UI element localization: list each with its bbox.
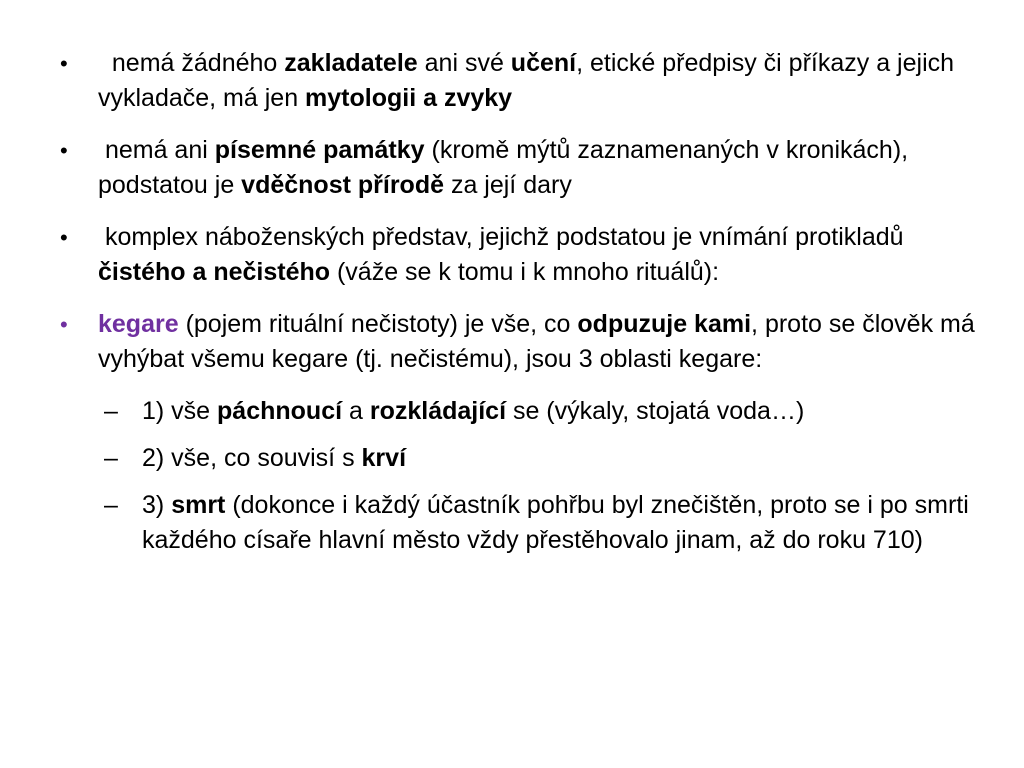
leading-space: [98, 223, 105, 251]
bold-run: krví: [361, 444, 407, 472]
subitem-blood: [98, 441, 976, 476]
leading-space: [98, 49, 112, 77]
text-run: 2) vše, co souvisí s: [142, 444, 362, 472]
text-run: 3): [142, 491, 172, 519]
leading-space: [98, 136, 105, 164]
subitem-text: [142, 441, 976, 476]
bold-run: páchnoucí: [217, 397, 343, 425]
bullet-text: [98, 220, 976, 290]
bold-run: smrt: [171, 491, 226, 519]
text-run: (kromě mýtů zaznamenaných v kronikách), podstatou je: [98, 136, 909, 199]
bold-run: čistého a nečistého: [98, 258, 331, 286]
text-run: (pojem rituální nečistoty) je vše, co: [178, 310, 578, 338]
dash-marker: –: [104, 444, 118, 472]
subitem-text: [142, 488, 976, 558]
bullet-marker-accent: •: [60, 312, 68, 337]
bold-run: rozkládající: [369, 397, 507, 425]
text-run: nemá žádného: [111, 49, 285, 77]
dash-marker: –: [104, 491, 118, 519]
bold-run: učení: [510, 49, 577, 77]
bullet-marker: •: [60, 138, 68, 163]
bullet-item-kegare: [56, 307, 976, 377]
kegare-term: kegare: [98, 310, 179, 338]
text-run: se (výkaly, stojatá voda…): [506, 397, 805, 425]
text-run: (váže se k tomu i k mnoho rituálů):: [330, 258, 720, 286]
text-run: 1) vše: [142, 397, 218, 425]
subitem-death: [98, 488, 976, 558]
text-run: ani své: [417, 49, 511, 77]
subitem-text: [142, 394, 976, 429]
text-run: , proto se člověk má vyhýbat všemu kegare (tj. nečistému), jsou 3 oblasti kegare:: [98, 310, 975, 373]
bullet-item-pure-impure: [56, 220, 976, 290]
text-run: komplex náboženských představ, jejichž podstatou je vnímání protikladů: [104, 223, 904, 251]
text-run: nemá ani: [104, 136, 215, 164]
bullet-item-no-written-records: [56, 133, 976, 203]
bullet-text: [98, 307, 976, 377]
bold-run: vděčnost přírodě: [241, 171, 444, 199]
bullet-item-no-founder: [56, 46, 976, 116]
bold-run: odpuzuje kami: [577, 310, 752, 338]
subitem-smelly-decaying: [98, 394, 976, 429]
bullet-marker: •: [60, 51, 68, 76]
text-run: , etické předpisy či příkazy a jejich vykladače, má jen: [98, 49, 955, 112]
bullet-text: [98, 46, 976, 116]
bullet-text: [98, 133, 976, 203]
bold-run: mytologii a zvyky: [305, 84, 513, 112]
text-run: za její dary: [444, 171, 572, 199]
bold-run: zakladatele: [284, 49, 418, 77]
text-run: a: [342, 397, 370, 425]
text-run: (dokonce i každý účastník pohřbu byl znečištěn, proto se i po smrti každého císaře hlavní město vždy přestěhovalo jinam, až do roku 710): [142, 491, 969, 554]
bold-run: písemné památky: [214, 136, 425, 164]
bullet-list: [56, 46, 976, 570]
bullet-marker: •: [60, 225, 68, 250]
dash-marker: –: [104, 397, 118, 425]
